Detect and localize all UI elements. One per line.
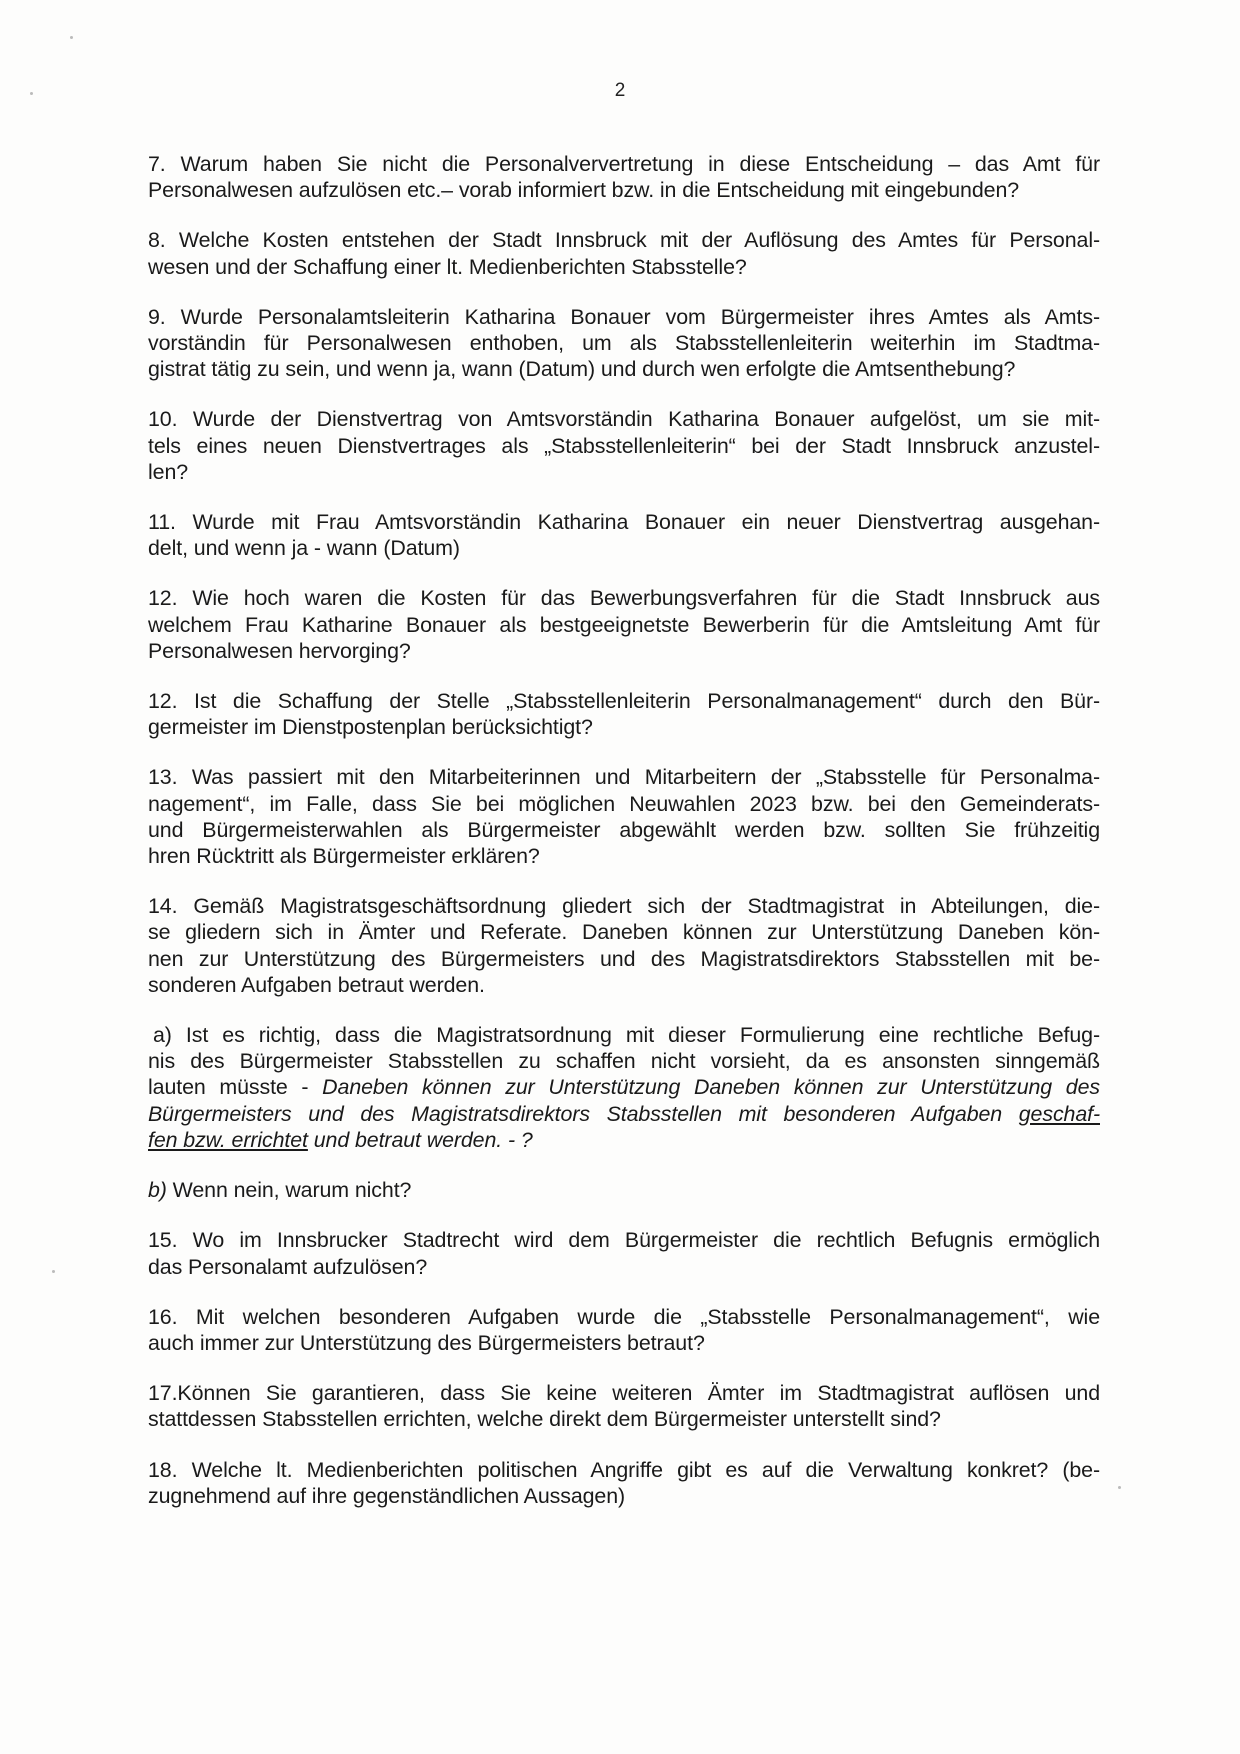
text-line: 7. Warum haben Sie nicht die Personalververtretung in diese Entscheidung – das Amt für (148, 152, 1100, 176)
question-18 (148, 1457, 1100, 1509)
text-line-mixed (148, 1101, 1100, 1127)
text-line: 11. Wurde mit Frau Amtsvorständin Katharina Bonauer ein neuer Dienstvertrag ausgehan- (148, 510, 1100, 535)
scan-speck (1118, 1486, 1121, 1489)
question-15 (148, 1227, 1100, 1279)
text-line: gistrat tätig zu sein, und wenn ja, wann (Datum) und durch wen erfolgte die Amtsenthebung? (148, 357, 1016, 382)
document-body (148, 151, 1100, 1533)
question-14b (148, 1177, 1100, 1203)
text-line: und Bürgermeisterwahlen als Bürgermeister abgewählt werden bzw. sollten Sie frühzeitig (148, 817, 1100, 842)
underlined-italic-text: fen bzw. errichtet (148, 1127, 308, 1152)
text-line: germeister im Dienstpostenplan berücksichtigt? (148, 715, 593, 740)
question-13 (148, 764, 1100, 869)
text-line: tels eines neuen Dienstvertrages als „Stabsstellenleiterin“ bei der Stadt Innsbruck anzustel- (148, 433, 1100, 458)
question-11 (148, 509, 1100, 561)
plain-text: lauten müsste - (148, 1075, 323, 1100)
question-16 (148, 1304, 1100, 1356)
text-line: 13. Was passiert mit den Mitarbeiterinnen und Mitarbeitern der „Stabsstelle für Personalma- (148, 765, 1100, 790)
text-line: 12. Ist die Schaffung der Stelle „Stabsstellenleiterin Personalmanagement“ durch den Bür- (148, 689, 1100, 714)
text-line: das Personalamt aufzulösen? (148, 1254, 428, 1279)
text-line: zugnehmend auf ihre gegenständlichen Aussagen) (148, 1483, 626, 1508)
text-line-mixed (148, 1074, 1100, 1100)
text-line: Personalwesen aufzulösen etc.– vorab informiert bzw. in die Entscheidung mit eingebunden? (148, 178, 1020, 203)
text-line: 15. Wo im Innsbrucker Stadtrecht wird dem Bürgermeister die rechtlich Befugnis ermöglich (148, 1228, 1100, 1253)
italic-text: Bürgermeisters und des Magistratsdirektors Stabsstellen mit besonderen Aufgaben (148, 1101, 1019, 1126)
text-line (148, 1177, 1100, 1203)
scan-speck (30, 92, 33, 95)
text-line: 17.Können Sie garantieren, dass Sie keine weiteren Ämter im Stadtmagistrat auflösen und (148, 1381, 1100, 1406)
question-17 (148, 1380, 1100, 1432)
text-line-mixed (148, 1127, 1100, 1153)
question-9 (148, 304, 1100, 383)
question-12-position (148, 688, 1100, 740)
page-number: 2 (614, 80, 626, 101)
text-line: 12. Wie hoch waren die Kosten für das Bewerbungsverfahren für die Stadt Innsbruck aus (148, 586, 1100, 611)
question-10 (148, 406, 1100, 485)
text-line: hren Rücktritt als Bürgermeister erklären? (148, 844, 540, 869)
question-14a (148, 1022, 1100, 1153)
text-line: wesen und der Schaffung einer lt. Medienberichten Stabsstelle? (148, 254, 747, 279)
text-line: 14. Gemäß Magistratsgeschäftsordnung gliedert sich der Stadtmagistrat in Abteilungen, die- (148, 894, 1100, 919)
text-line: 8. Welche Kosten entstehen der Stadt Innsbruck mit der Auflösung des Amtes für Personal- (148, 228, 1100, 253)
text-line: 9. Wurde Personalamtsleiterin Katharina Bonauer vom Bürgermeister ihres Amtes als Amts- (148, 304, 1100, 329)
text-line: sonderen Aufgaben betraut werden. (148, 972, 485, 997)
italic-text: und betraut werden. - ? (307, 1127, 533, 1152)
text-line: len? (148, 459, 189, 484)
text-line: welchem Frau Katharine Bonauer als bestgeeignetste Bewerberin für die Amtsleitung Amt für (148, 612, 1100, 637)
italic-text: Daneben können zur Unterstützung Daneben können zur Unterstützung des (322, 1075, 1100, 1100)
text-line: delt, und wenn ja - wann (Datum) (148, 536, 460, 561)
text-line: 18. Welche lt. Medienberichten politischen Angriffe gibt es auf die Verwaltung konkret? (be- (148, 1457, 1100, 1482)
text-line: nis des Bürgermeister Stabsstellen zu schaffen nicht vorsieht, da es ansonsten sinngemäß (148, 1049, 1100, 1074)
text-line: stattdessen Stabsstellen errichten, welche direkt dem Bürgermeister unterstellt sind? (148, 1407, 941, 1432)
question-12-costs (148, 585, 1100, 664)
text-line: 10. Wurde der Dienstvertrag von Amtsvorständin Katharina Bonauer aufgelöst, um sie mit- (148, 407, 1100, 432)
text-line: nagement“, im Falle, dass Sie bei möglichen Neuwahlen 2023 bzw. bei den Gemeinderats- (148, 791, 1100, 816)
question-7 (148, 151, 1100, 203)
question-14 (148, 893, 1100, 998)
item-label: b) (148, 1178, 167, 1203)
text-line: a) Ist es richtig, dass die Magistratsordnung mit dieser Formulierung eine rechtliche Befug- (153, 1023, 1100, 1048)
text-line: se gliedern sich in Ämter und Referate. Daneben können zur Unterstützung Daneben kön- (148, 920, 1100, 945)
scan-speck (70, 36, 73, 39)
text-line: nen zur Unterstützung des Bürgermeisters und des Magistratsdirektors Stabsstellen mit be- (148, 946, 1100, 971)
text-line: vorständin für Personalwesen enthoben, um als Stabsstellenleiterin weiterhin im Stadtma- (148, 331, 1100, 356)
underlined-italic-text: geschaf- (1018, 1101, 1100, 1126)
text-line: Personalwesen hervorging? (148, 638, 411, 663)
text-line: 16. Mit welchen besonderen Aufgaben wurde die „Stabsstelle Personalmanagement“, wie (148, 1304, 1100, 1329)
question-8 (148, 227, 1100, 279)
plain-text: Wenn nein, warum nicht? (166, 1178, 412, 1203)
scan-speck (52, 1270, 55, 1273)
text-line: auch immer zur Unterstützung des Bürgermeisters betraut? (148, 1330, 705, 1355)
